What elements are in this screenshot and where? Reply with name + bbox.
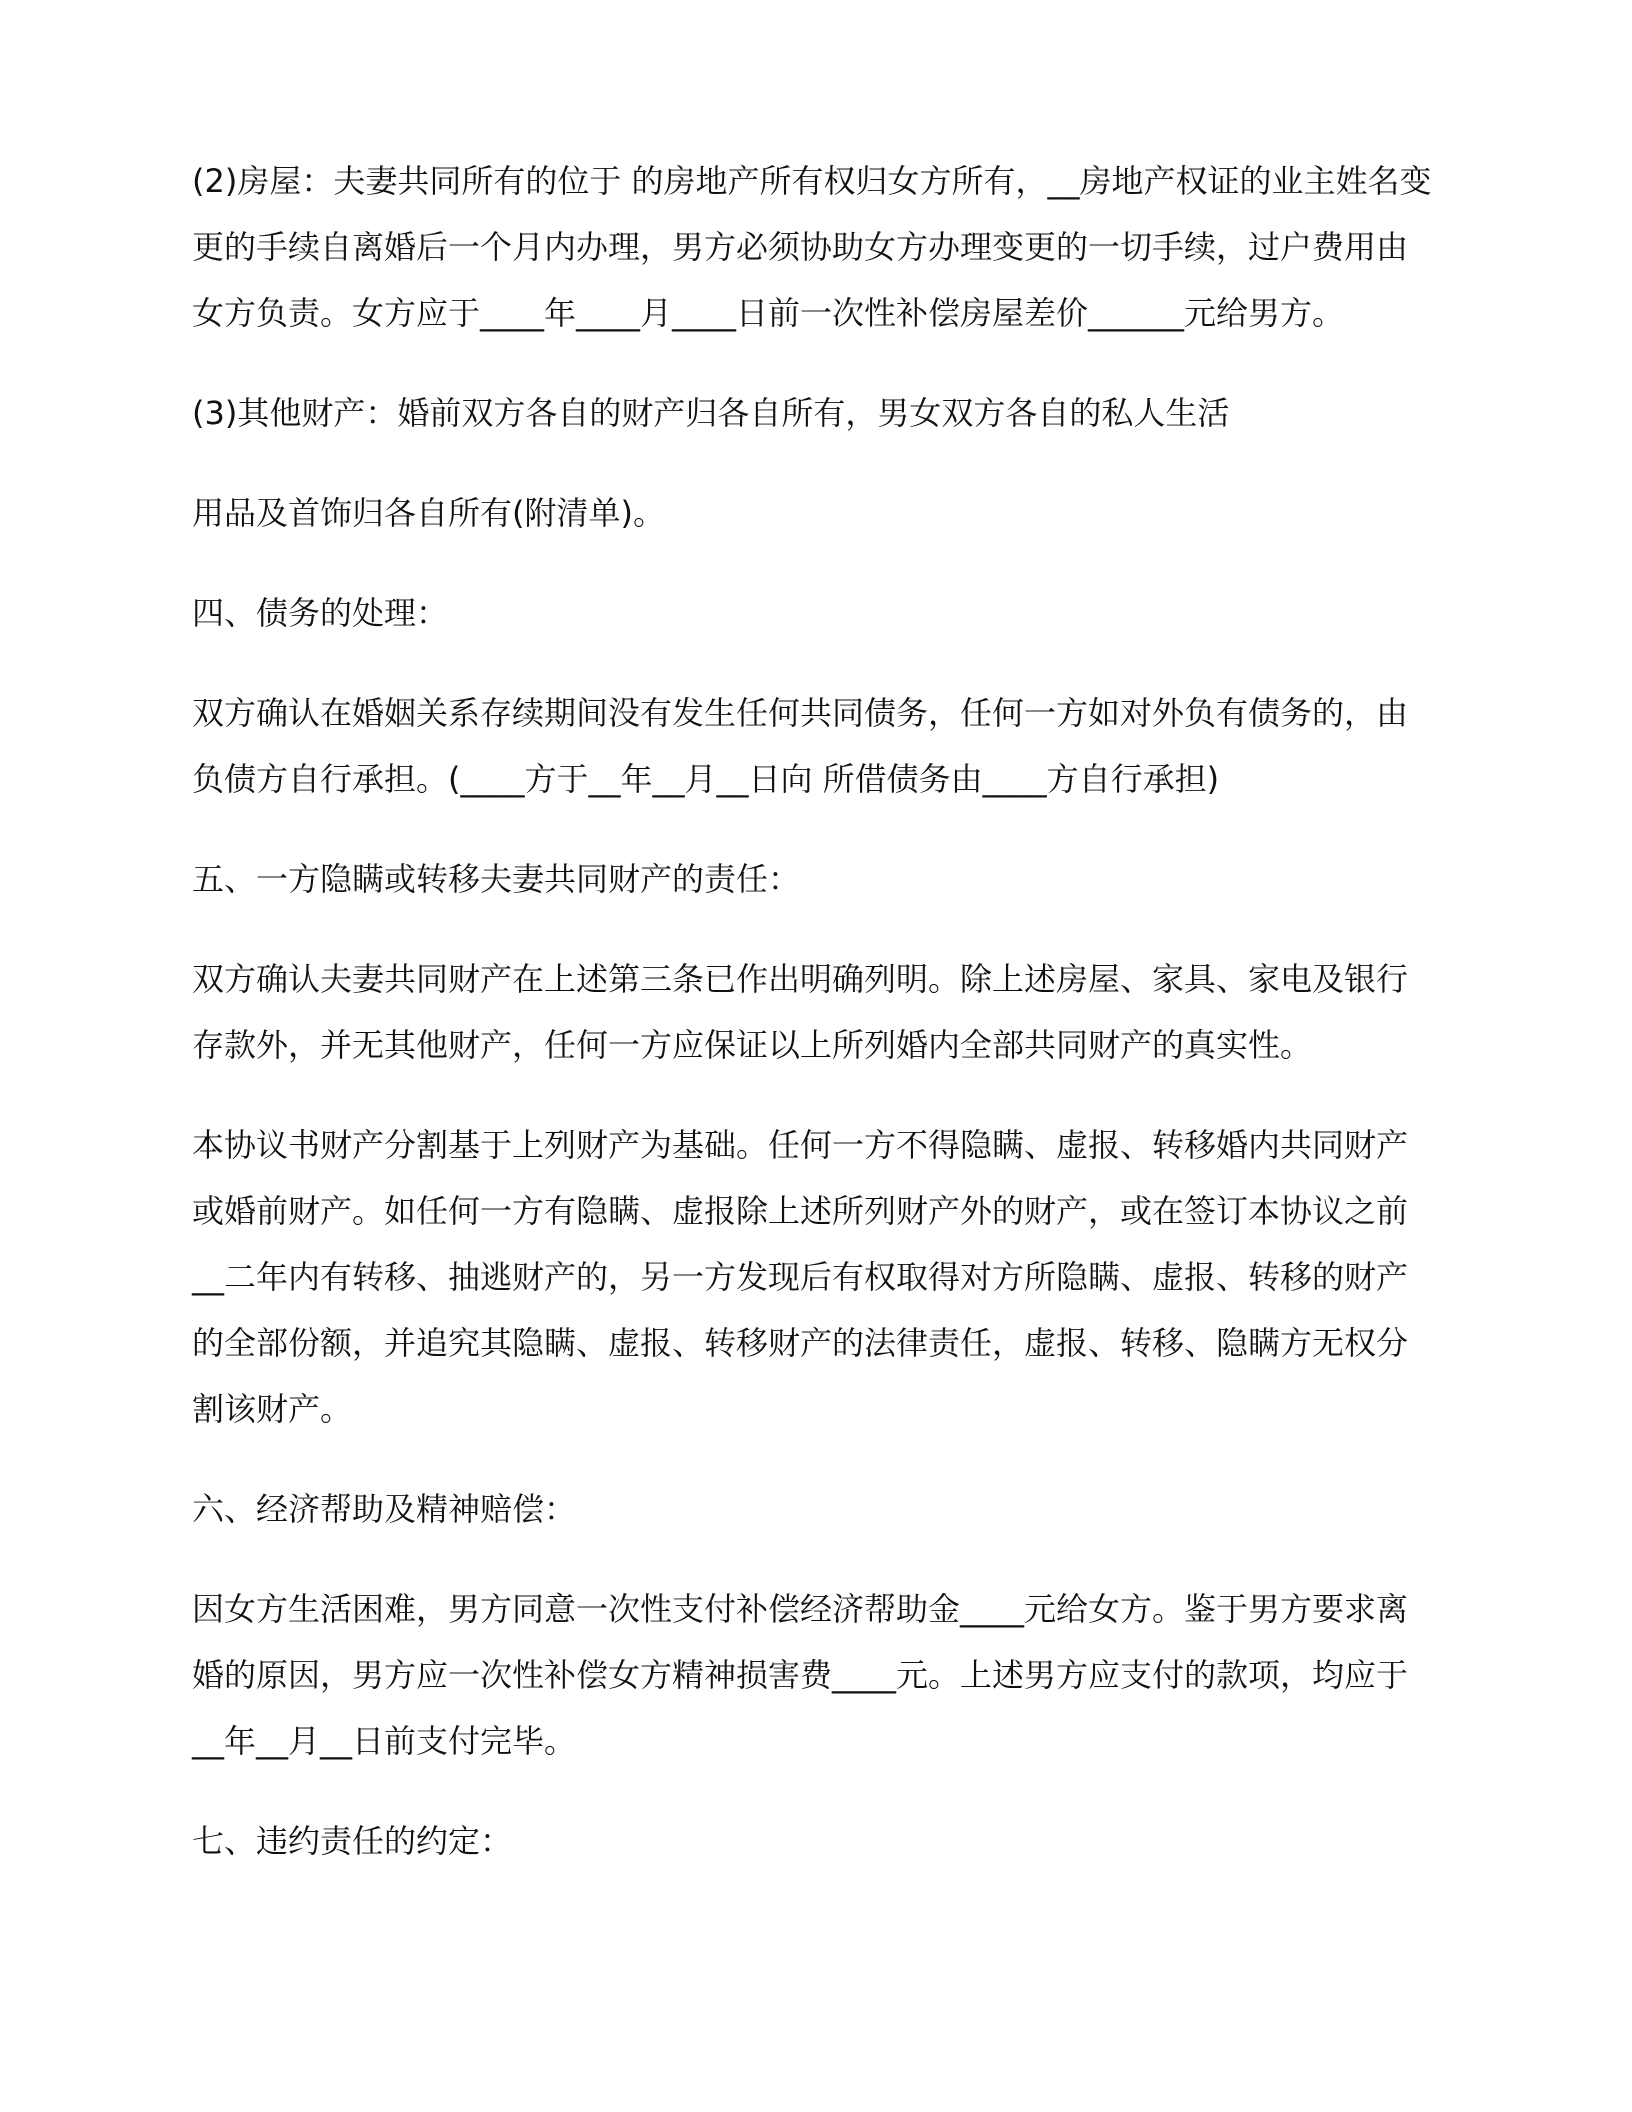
text-line: (3)其他财产：婚前双方各自的财产归各自所有，男女双方各自的私人生活 <box>192 394 1230 432</box>
text-line: 负债方自行承担。(____方于__年__月__日向 所借债务由____方自行承担) <box>192 760 1220 798</box>
text-line: 双方确认在婚姻关系存续期间没有发生任何共同债务，任何一方如对外负有债务的，由 <box>192 694 1409 732</box>
text-line: 婚的原因，男方应一次性补偿女方精神损害费____元。上述男方应支付的款项，均应于 <box>192 1656 1409 1694</box>
paragraph-debts <box>192 680 1442 812</box>
paragraph-joint-property-confirmation <box>192 946 1442 1078</box>
section-heading-breach-liability: 七、违约责任的约定： <box>192 1822 513 1860</box>
paragraph-personal-items <box>192 480 1442 546</box>
paragraph-property-division-basis <box>192 1112 1442 1442</box>
text-line: 因女方生活困难，男方同意一次性支付补偿经济帮助金____元给女方。鉴于男方要求离 <box>192 1590 1409 1628</box>
text-line: 或婚前财产。如任何一方有隐瞒、虚报除上述所列财产外的财产，或在签订本协议之前 <box>192 1192 1409 1230</box>
text-line: 更的手续自离婚后一个月内办理，男方必须协助女方办理变更的一切手续，过户费用由 <box>192 228 1409 266</box>
document-body <box>192 148 1442 1874</box>
text-line: 本协议书财产分割基于上列财产为基础。任何一方不得隐瞒、虚报、转移婚内共同财产 <box>192 1126 1409 1164</box>
paragraph-house <box>192 148 1442 346</box>
text-line: __二年内有转移、抽逃财产的，另一方发现后有权取得对方所隐瞒、虚报、转移的财产 <box>192 1258 1409 1296</box>
text-line: 用品及首饰归各自所有(附清单)。 <box>192 494 665 532</box>
text-line: 割该财产。 <box>192 1390 353 1428</box>
text-line: 女方负责。女方应于____年____月____日前一次性补偿房屋差价______元给男方。 <box>192 294 1345 332</box>
text-line: 的全部份额，并追究其隐瞒、虚报、转移财产的法律责任，虚报、转移、隐瞒方无权分 <box>192 1324 1409 1362</box>
section-heading-concealment: 五、一方隐瞒或转移夫妻共同财产的责任： <box>192 860 801 898</box>
text-line: (2)房屋：夫妻共同所有的位于 的房地产所有权归女方所有，__房地产权证的业主姓名变 <box>192 162 1432 200</box>
text-line: __年__月__日前支付完毕。 <box>192 1722 577 1760</box>
section-heading-debts: 四、债务的处理： <box>192 594 449 632</box>
text-line: 存款外，并无其他财产，任何一方应保证以上所列婚内全部共同财产的真实性。 <box>192 1026 1313 1064</box>
paragraph-compensation <box>192 1576 1442 1774</box>
paragraph-other-property <box>192 380 1442 446</box>
section-heading-compensation: 六、经济帮助及精神赔偿： <box>192 1490 577 1528</box>
text-line: 双方确认夫妻共同财产在上述第三条已作出明确列明。除上述房屋、家具、家电及银行 <box>192 960 1409 998</box>
